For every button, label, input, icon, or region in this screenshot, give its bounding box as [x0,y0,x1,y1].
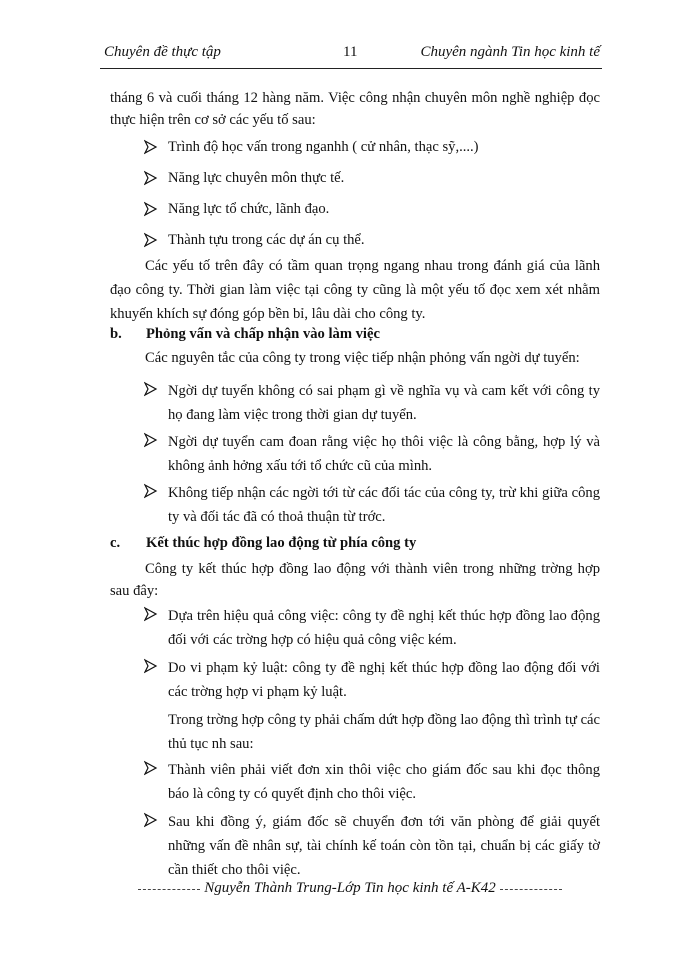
arrow-bullet-icon [144,810,158,830]
arrow-bullet-icon [144,199,158,219]
section-title: Kết thúc hợp đồng lao động từ phía công ty [146,535,417,551]
bullet-text: Dựa trên hiệu quả công việc: công ty đề nghị kết thúc hợp đồng lao động đối với các trờng hợp có hiệu quả công việc kém. [168,608,600,648]
arrow-bullet-icon [144,758,158,778]
bullet-item [144,656,600,704]
bullet-text: Do vi phạm kỷ luật: công ty đề nghị kết thúc hợp đồng lao động đối với các trờng hợp vi phạm kỷ luật. [168,660,600,700]
paragraph-4: Công ty kết thúc hợp đồng lao động với thành viên trong những trờng hợp sau đây: [110,561,600,599]
header-left-title: Chuyên đề thực tập [104,44,221,60]
page-header [100,40,600,66]
bullet-item [144,168,600,190]
bullet-item [144,137,600,159]
bullet-text: Ngời dự tuyển không có sai phạm gì về nghĩa vụ và cam kết với công ty họ đang làm việc trong thời gian dự tuyển. [168,383,600,423]
arrow-bullet-icon [144,230,158,250]
bullet-text: Ngời dự tuyển cam đoan rằng việc họ thôi việc là công bằng, hợp lý và không ảnh hởng xấu tới tổ chức cũ của mình. [168,434,600,474]
bullet-item [144,379,600,427]
bullet-item [144,810,600,882]
bullet-item [144,430,600,478]
section-heading-b [110,324,380,346]
bullet-text: Năng lực tổ chức, lãnh đạo. [168,201,330,217]
arrow-bullet-icon [144,379,158,399]
bullet-text: Không tiếp nhận các ngời tới từ các đối tác của công ty, trừ khi giữa công ty và đối tác đã có thoả thuận từ trớc. [168,485,600,525]
section-letter: c. [110,535,121,551]
bullet-text: Sau khi đồng ý, giám đốc sẽ chuyển đơn tới văn phòng để giải quyết những vấn đề nhân sự, tài chính kế toán còn tồn tại, chuẩn bị các giấy tờ cần thiết cho thôi việc. [168,814,600,878]
arrow-bullet-icon [144,656,158,676]
bullet-item [144,199,600,221]
page-footer: Nguyễn Thành Trung-Lớp Tin học kinh tế A-K42 [204,880,496,896]
bullet-item [144,481,600,529]
arrow-bullet-icon [144,604,158,624]
paragraph-5: Trong trờng hợp công ty phải chấm dứt hợp đồng lao động thì trình tự các thủ tục nh sau: [168,712,601,752]
paragraph-1: tháng 6 và cuối tháng 12 hàng năm. Việc công nhận chuyên môn nghề nghiệp đọc thực hiện trên cơ sở các yếu tố sau: [110,90,600,128]
paragraph-2: Các yếu tố trên đây có tầm quan trọng ngang nhau trong đánh giá của lãnh đạo công ty. Thời gian làm việc tại công ty cũng là một yếu tố đọc xem xét nhằm khuyến khích sự đóng góp bền bỉ, lâu dài cho công ty. [110,258,600,322]
header-divider [100,68,602,69]
bullet-text: Năng lực chuyên môn thực tế. [168,170,345,186]
paragraph-3: Các nguyên tắc của công ty trong việc tiếp nhận phỏng vấn ngời dự tuyển: [145,350,580,366]
bullet-text: Thành tựu trong các dự án cụ thể. [168,232,365,248]
arrow-bullet-icon [144,168,158,188]
bullet-item [144,604,600,652]
bullet-item [144,230,600,252]
bullet-item [144,758,600,806]
arrow-bullet-icon [144,137,158,157]
page-number: 11 [343,44,358,60]
arrow-bullet-icon [144,481,158,501]
section-title: Phỏng vấn và chấp nhận vào làm việc [146,326,380,342]
bullet-text: Trình độ học vấn trong nganhh ( cử nhân, thạc sỹ,....) [168,139,479,155]
bullet-text: Thành viên phải viết đơn xin thôi việc cho giám đốc sau khi đọc thông báo là công ty có quyết định cho thôi việc. [168,762,600,802]
header-right-title: Chuyên ngành Tin học kinh tế [420,44,600,60]
section-letter: b. [110,326,122,342]
section-heading-c [110,533,416,555]
arrow-bullet-icon [144,430,158,450]
